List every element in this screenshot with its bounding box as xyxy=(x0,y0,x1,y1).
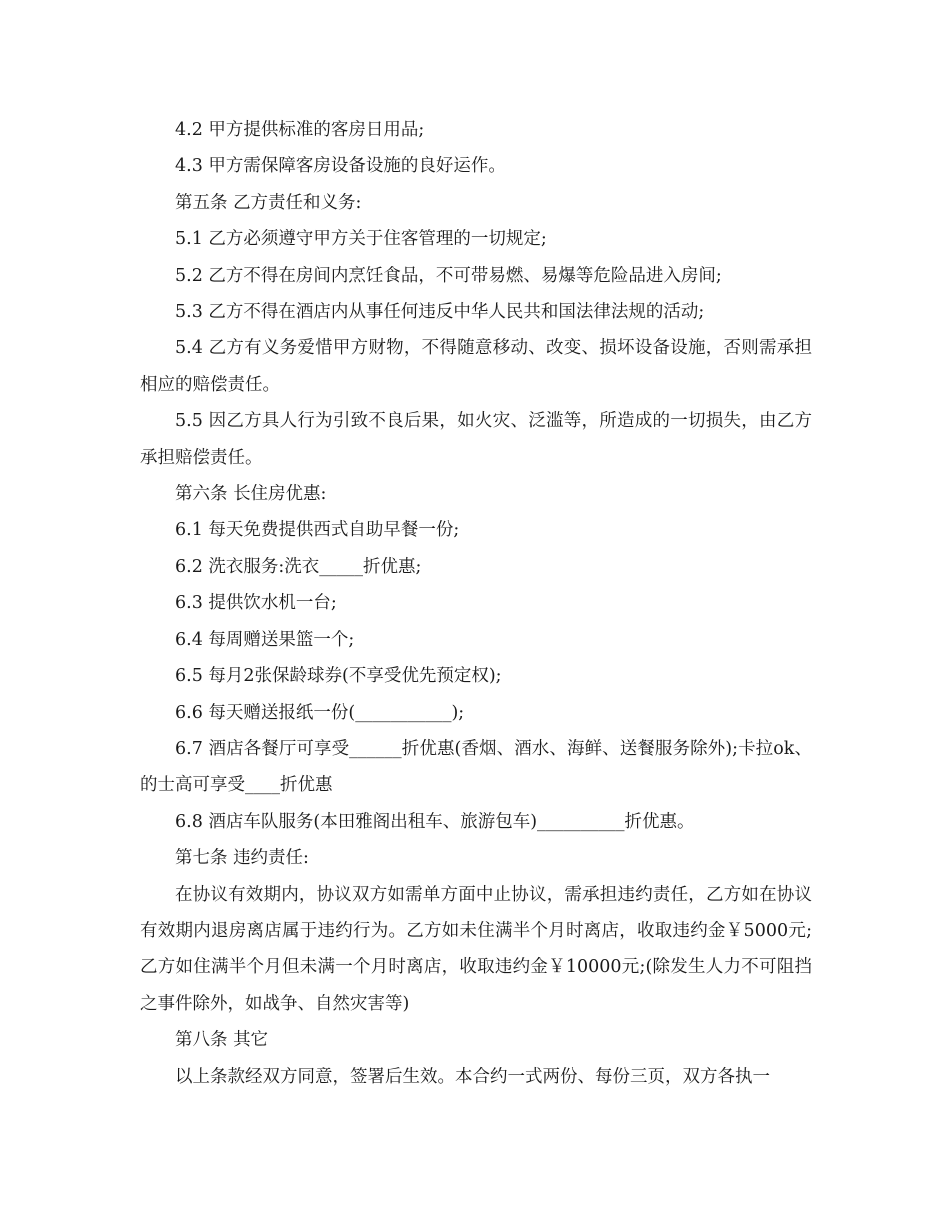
clause-6-3: 6.3 提供饮水机一台; xyxy=(175,593,337,614)
article-8-body: 以上条款经双方同意，签署后生效。本合约一式两份、每份三页，双方各执一 xyxy=(175,1066,770,1087)
clause-5-1: 5.1 乙方必须遵守甲方关于住客管理的一切规定; xyxy=(175,229,547,250)
article-8-heading: 第八条 其它 xyxy=(175,1030,269,1051)
document-body xyxy=(140,112,812,1095)
clause-5-2: 5.2 乙方不得在房间内烹饪食品，不可带易燃、易爆等危险品进入房间; xyxy=(175,265,722,286)
clause-5-3: 5.3 乙方不得在酒店内从事任何违反中华人民共和国法律法规的活动; xyxy=(175,302,705,323)
article-7-heading: 第七条 违约责任: xyxy=(175,848,309,869)
clause-6-6: 6.6 每天赠送报纸一份(___________); xyxy=(175,702,465,723)
clause-6-8: 6.8 酒店车队服务(本田雅阁出租车、旅游包车)__________折优惠。 xyxy=(175,811,695,832)
article-6-heading: 第六条 长住房优惠: xyxy=(175,484,327,505)
clause-6-7: 6.7 酒店各餐厅可享受______折优惠(香烟、酒水、海鲜、送餐服务除外);卡拉ok、的士高可享受____折优惠 xyxy=(140,738,812,796)
clause-6-4: 6.4 每周赠送果篮一个; xyxy=(175,629,355,650)
clause-5-5: 5.5 因乙方具人行为引致不良后果，如火灾、泛滥等，所造成的一切损失，由乙方承担赔偿责任。 xyxy=(140,411,812,468)
clause-4-3: 4.3 甲方需保障客房设备设施的良好运作。 xyxy=(175,156,506,177)
clause-6-1: 6.1 每天免费提供西式自助早餐一份; xyxy=(175,520,460,541)
clause-6-2: 6.2 洗衣服务:洗衣_____折优惠; xyxy=(175,556,422,577)
clause-4-2: 4.2 甲方提供标准的客房日用品; xyxy=(175,120,425,140)
article-5-heading: 第五条 乙方责任和义务: xyxy=(175,192,362,213)
article-7-body: 在协议有效期内，协议双方如需单方面中止协议，需承担违约责任，乙方如在协议有效期内退房离店属于违约行为。乙方如未住满半个月时离店，收取违约金￥5000元;乙方如住满半个月但未满一个月时离店，收取违约金￥10000元;(除发生人力不可阻挡之事件除外，如战争、自然灾害等) xyxy=(140,884,812,1014)
clause-5-4: 5.4 乙方有义务爱惜甲方财物，不得随意移动、改变、损坏设备设施，否则需承担相应的赔偿责任。 xyxy=(140,338,812,395)
clause-6-5: 6.5 每月2张保龄球券(不享受优先预定权); xyxy=(175,666,502,687)
